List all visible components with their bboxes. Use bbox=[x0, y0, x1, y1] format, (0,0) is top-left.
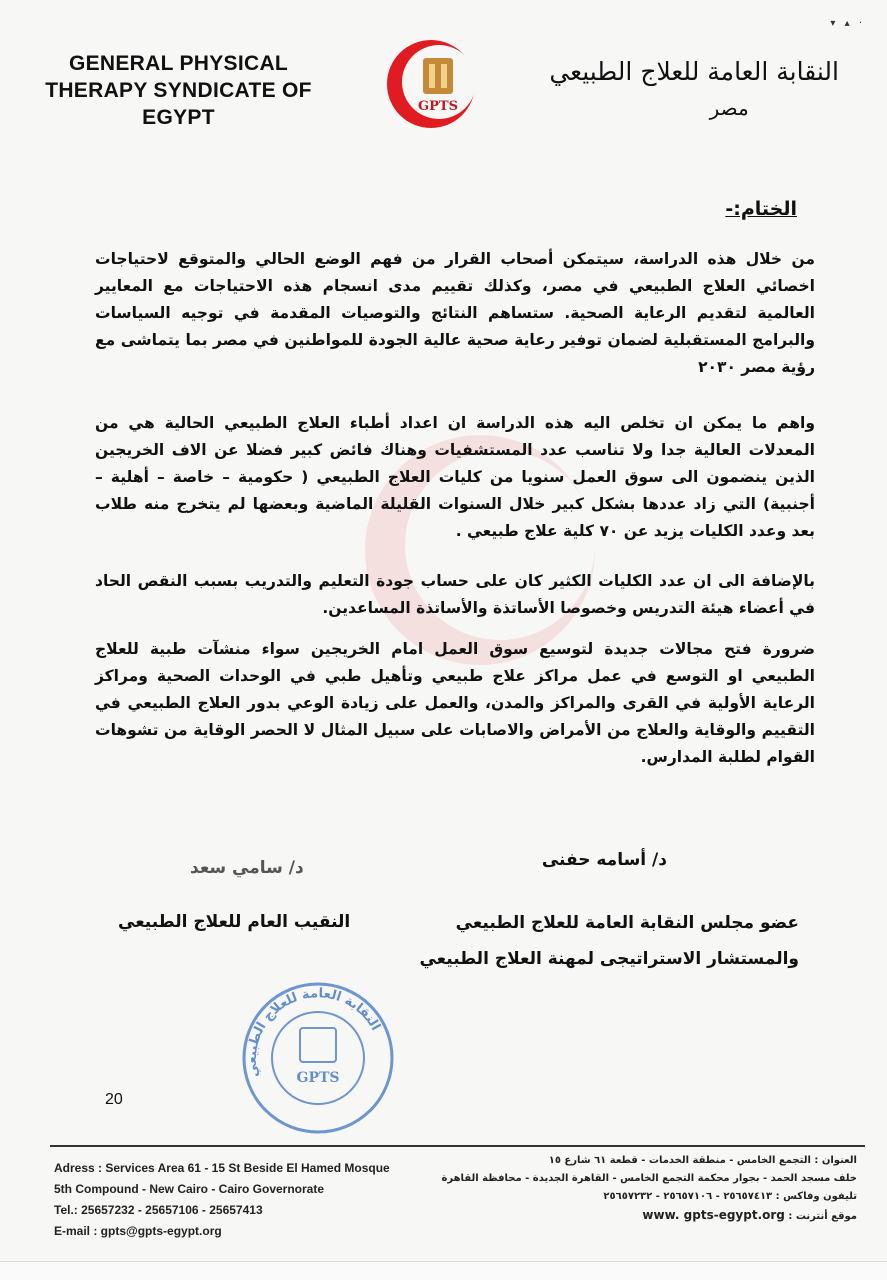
footer-website: www. gpts-egypt.org bbox=[642, 1208, 785, 1222]
header-arabic bbox=[549, 54, 839, 126]
header-english-name: GENERAL PHYSICAL THERAPY SYNDICATE OF EGYPT bbox=[45, 52, 312, 129]
left-signatory-title: النقيب العام للعلاج الطبيعي bbox=[118, 912, 351, 932]
footer-address-en-2: 5th Compound - New Cairo - Cairo Governorate bbox=[54, 1182, 325, 1196]
right-signatory-title-2: والمستشار الاستراتيجى لمهنة العلاج الطبيعي bbox=[419, 949, 799, 969]
syndicate-logo bbox=[385, 38, 477, 130]
scan-marks: ▾ ▴ · bbox=[830, 18, 865, 29]
logo-text: GPTS bbox=[418, 99, 458, 114]
footer-divider bbox=[50, 1145, 865, 1147]
footer-english bbox=[54, 1158, 390, 1242]
paragraph-education-quality: بالإضافة الى ان عدد الكليات الكثير كان على حساب جودة التعليم والتدريب بسبب النقص الحاد في أعضاء هيئة التدريس وخصوصا الأساتذة والأساتذة المساعدين. bbox=[95, 572, 815, 617]
footer-tel-en: Tel.: 25657232 - 25657106 - 25657413 bbox=[54, 1203, 263, 1217]
conclusion-heading: الختام:- bbox=[725, 198, 797, 220]
header-arabic-name: النقابة العامة للعلاج الطبيعي bbox=[549, 57, 839, 86]
page-number: 20 bbox=[105, 1091, 123, 1108]
paragraph-graduates-surplus: واهم ما يمكن ان تخلص اليه هذه الدراسة ان اعداد أطباء العلاج الطبيعي الحالية هي من المعدلات العالية جدا ولا تناسب عدد المستشفيات وهناك فائض كبير فضلا عن الاف الخريجين الذين ينضمون الى سوق العمل سنويا من كليات العلاج الطبيعي ( حكومية – خاصة – أهلية – أجنبية) التي زاد عددها بشكل كبير خلال السنوات القليلة الماضية وبعضها لم يتخرج منه طلاب بعد وعدد الكليات يزيد عن ٧٠ كلية علاج طبيعي . bbox=[95, 414, 815, 540]
left-signatory-name: د/ سامي سعد bbox=[190, 858, 304, 878]
right-signatory-title-1: عضو مجلس النقابة العامة للعلاج الطبيعي bbox=[455, 913, 799, 933]
header-arabic-country: مصر bbox=[709, 96, 749, 120]
stamp-logo-text: GPTS bbox=[296, 1070, 340, 1086]
footer-address-en: Adress : Services Area 61 - 15 St Beside El Hamed Mosque bbox=[54, 1161, 390, 1175]
paragraph-study-outcome: من خلال هذه الدراسة، سيتمكن أصحاب القرار من فهم الوضع الحالي والمتوقع لاحتياجات اخصائي العلاج الطبيعي في مصر، وكذلك تقييم مدى انسجام هذه الاحتياجات مع المعايير العالمية لتقديم الرعاية الصحية. ستساهم النتائج والتوصيات المقدمة في توجيه السياسات والبرامج المستقبلية لضمان توفير رعاية صحية عالية الجودة للمواطنين في مصر بما يتماشى مع رؤية مصر ٢٠٣٠ bbox=[95, 250, 815, 376]
footer-tel-ar: تليفون وفاكس : ٢٥٦٥٧٤١٣ - ٢٥٦٥٧١٠٦ - ٢٥٦٥٧٢٣٢ bbox=[603, 1191, 857, 1202]
stamp-arc-text: النقابة العامة للعلاج الطبيعي bbox=[244, 986, 383, 1079]
official-stamp bbox=[238, 978, 398, 1138]
footer-email-en: E-mail : gpts@gpts-egypt.org bbox=[54, 1224, 222, 1238]
right-signatory-titles bbox=[419, 905, 799, 977]
paragraph-new-fields: ضرورة فتح مجالات جديدة لتوسيع سوق العمل امام الخريجين سواء منشآت طبية للعلاج الطبيعي او التوسع في عمل مراكز علاج طبيعي وتأهيل طبي في الوحدات الصحية ومراكز الرعاية الأولية في القرى والمراكز والمدن، والعمل على زيادة الوعي بدور العلاج الطبيعي في التقييم والوقاية والعلاج من الأمراض والاصابات على سبيل المثال لا الحصر الوقاية من تشوهات القوام لطلبة المدارس. bbox=[95, 640, 815, 766]
right-signatory-name: د/ أسامه حفنى bbox=[541, 850, 667, 870]
footer-web-label: موقع أنترنت : bbox=[788, 1211, 857, 1222]
scan-bottom-edge bbox=[0, 1261, 887, 1280]
footer-address-ar-2: خلف مسجد الحمد - بجوار محكمة التجمع الخامس - القاهرة الجديدة - محافظة القاهرة bbox=[441, 1173, 857, 1184]
footer-arabic bbox=[442, 1152, 858, 1226]
footer-address-ar: العنوان : التجمع الخامس - منطقة الخدمات - قطعة ٦١ شارع ١٥ bbox=[548, 1155, 857, 1166]
